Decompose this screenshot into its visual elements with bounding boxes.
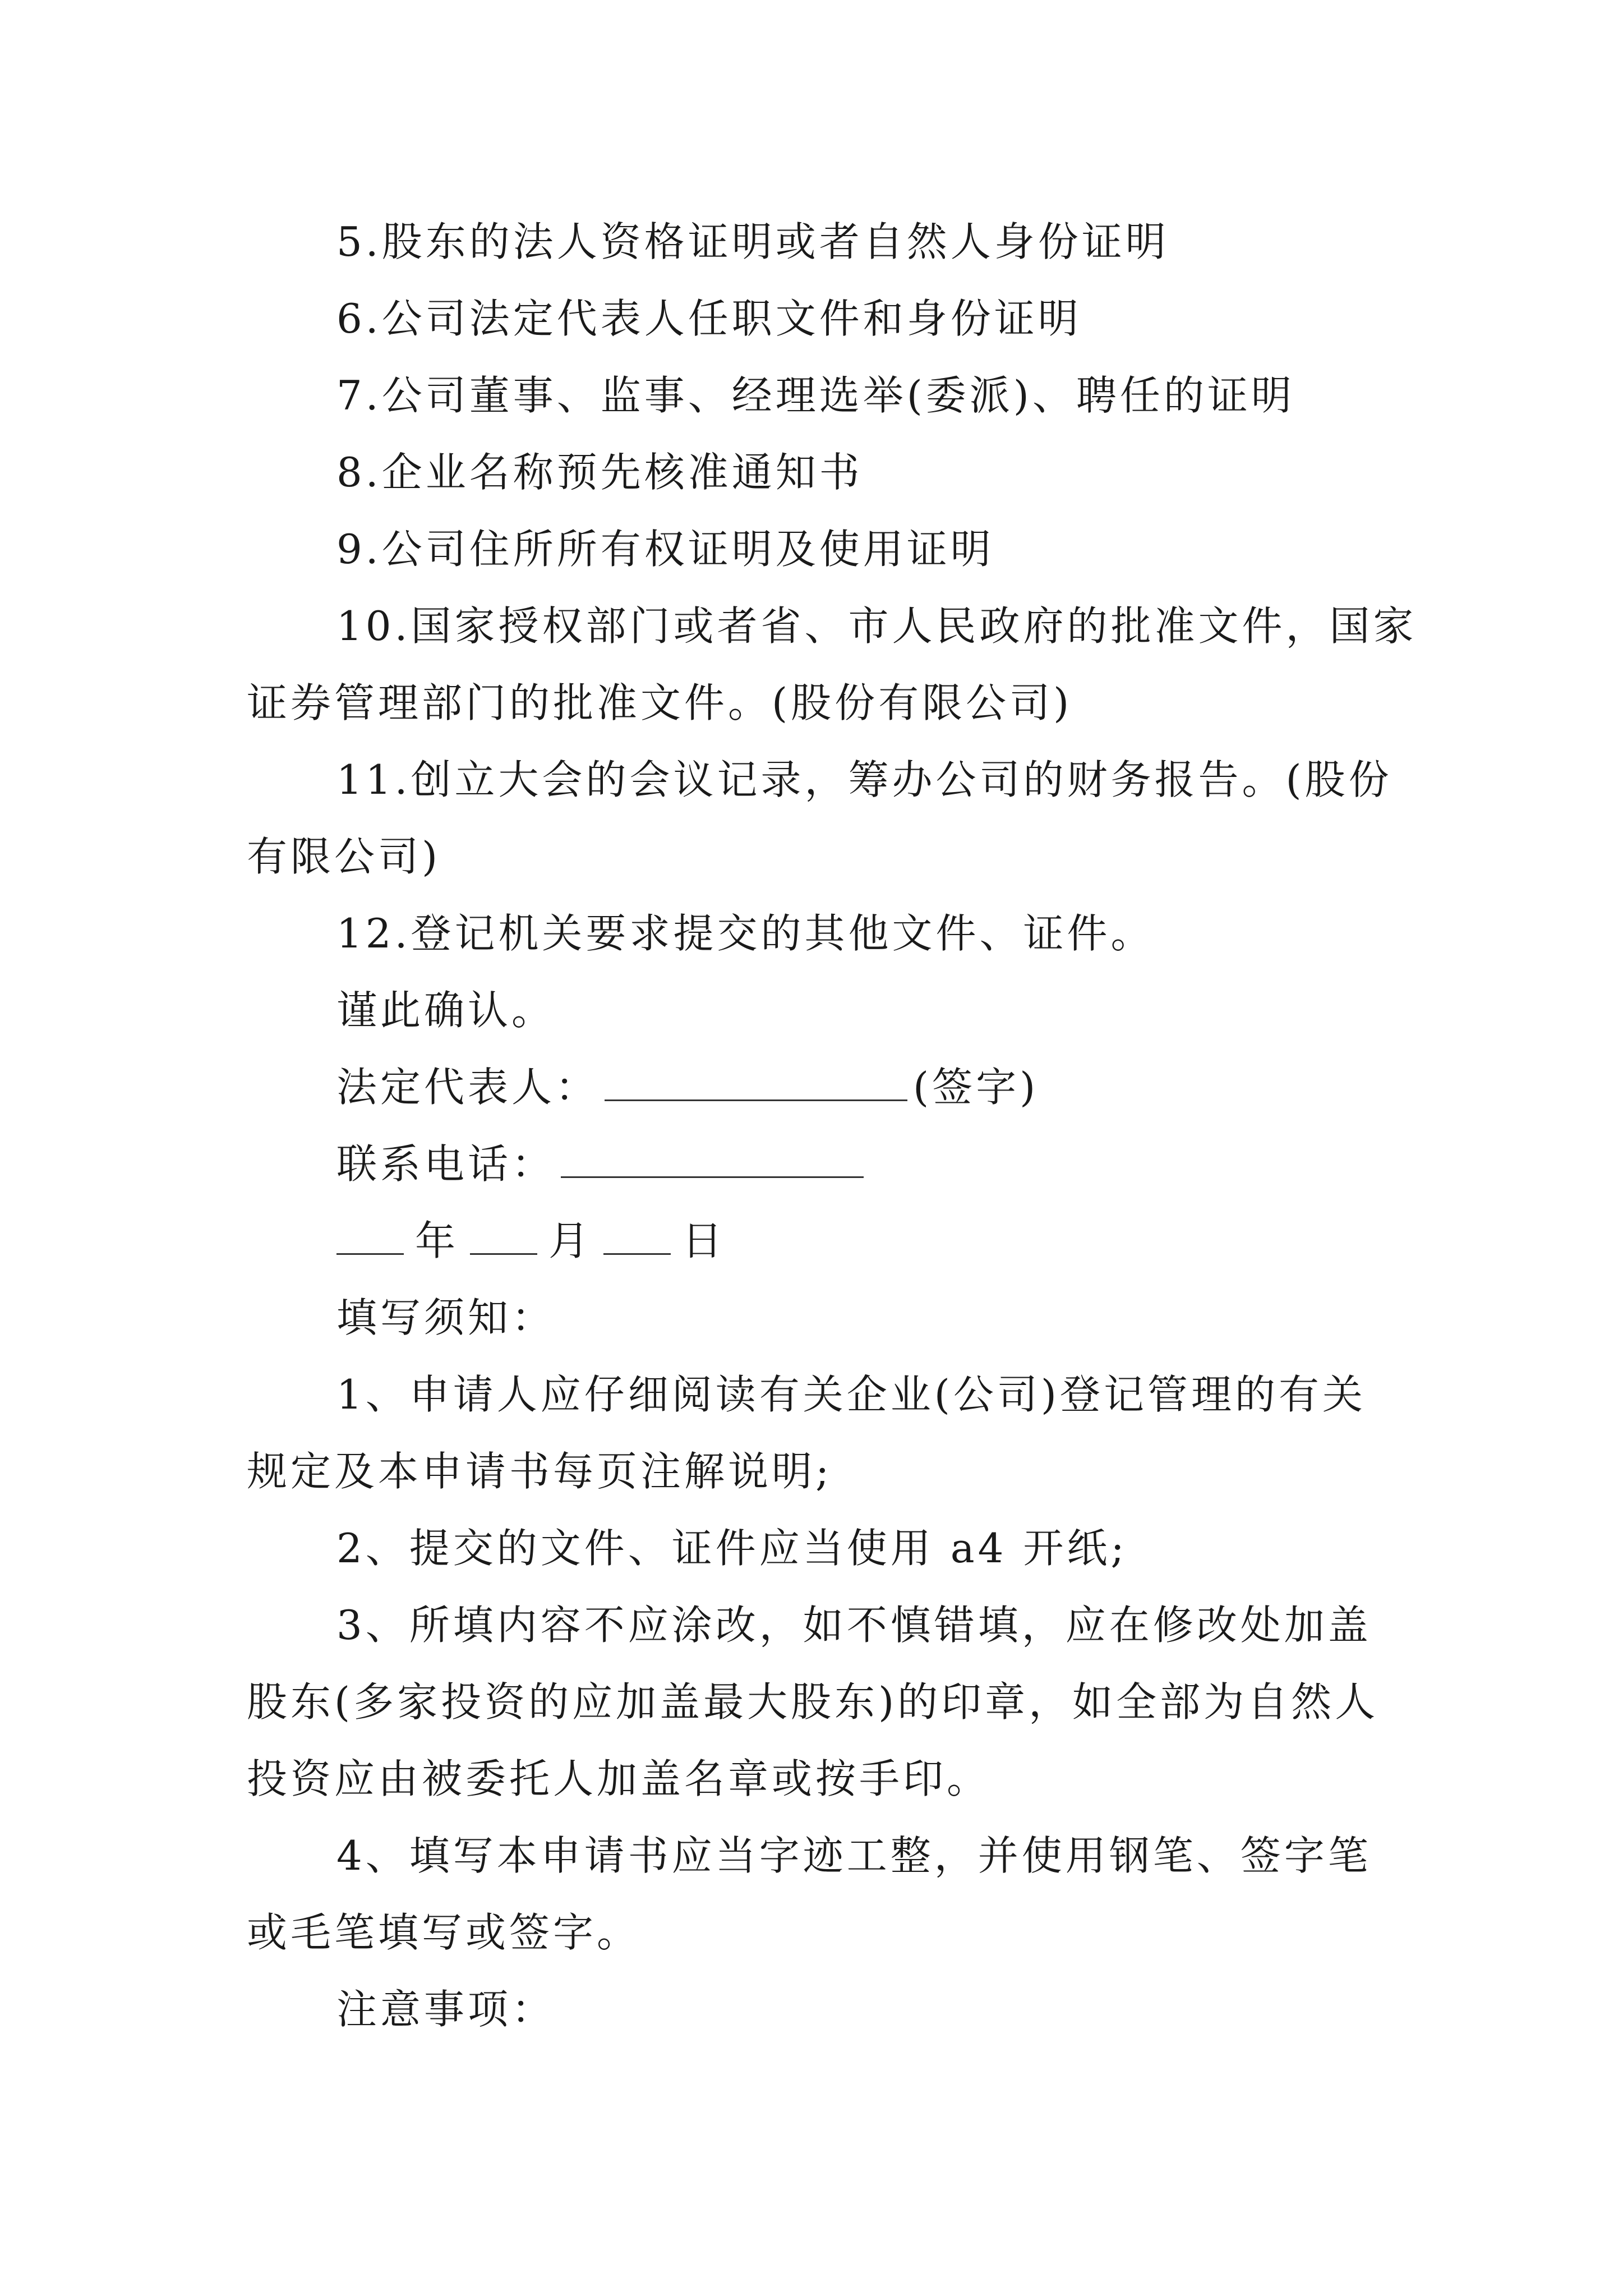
notice-item: 规定及本申请书每页注解说明;	[247, 1448, 833, 1495]
notice-item: 1、申请人应仔细阅读有关企业(公司)登记管理的有关	[336, 1371, 1366, 1418]
list-item: 有限公司)	[247, 833, 441, 880]
list-item: 9.公司住所所有权证明及使用证明	[336, 526, 994, 573]
list-item: 8.企业名称预先核准通知书	[336, 449, 863, 496]
legal-rep-line	[336, 1061, 1391, 1113]
notice-item: 2、提交的文件、证件应当使用 a4 开纸;	[336, 1525, 1128, 1572]
phone-field[interactable]	[561, 1143, 864, 1178]
year-field[interactable]	[336, 1220, 404, 1255]
notice-item: 4、填写本申请书应当字迹工整，并使用钢笔、签字笔	[336, 1832, 1372, 1879]
list-item: 7.公司董事、监事、经理选举(委派)、聘任的证明	[336, 372, 1295, 419]
attention-title: 注意事项：	[336, 1986, 556, 2033]
month-label: 月	[548, 1217, 593, 1264]
sign-note: (签字)	[913, 1064, 1039, 1111]
notice-item: 投资应由被委托人加盖名章或按手印。	[247, 1755, 991, 1802]
list-item: 6.公司法定代表人任职文件和身份证明	[336, 295, 1082, 342]
notice-item: 或毛笔填写或签字。	[247, 1909, 641, 1956]
notice-item: 3、所填内容不应涂改，如不慎错填，应在修改处加盖	[336, 1602, 1372, 1649]
list-item: 证券管理部门的批准文件。(股份有限公司)	[247, 679, 1073, 726]
list-item: 11.创立大会的会议记录，筹办公司的财务报告。(股份	[336, 756, 1393, 803]
phone-label: 联系电话：	[336, 1140, 556, 1188]
list-item: 12.登记机关要求提交的其他文件、证件。	[336, 910, 1155, 957]
confirm-text: 谨此确认。	[336, 987, 556, 1034]
legal-rep-signature-field[interactable]	[605, 1066, 907, 1101]
year-label: 年	[415, 1217, 459, 1264]
list-item: 10.国家授权部门或者省、市人民政府的批准文件，国家	[336, 602, 1417, 650]
month-field[interactable]	[470, 1220, 537, 1255]
list-item: 5.股东的法人资格证明或者自然人身份证明	[336, 218, 1169, 265]
legal-rep-label: 法定代表人：	[336, 1064, 600, 1111]
date-line	[336, 1215, 1391, 1267]
notice-item: 股东(多家投资的应加盖最大股东)的印章，如全部为自然人	[247, 1678, 1379, 1726]
day-field[interactable]	[603, 1220, 671, 1255]
notice-title: 填写须知：	[336, 1294, 556, 1341]
day-label: 日	[682, 1217, 726, 1264]
phone-line	[336, 1138, 1391, 1190]
